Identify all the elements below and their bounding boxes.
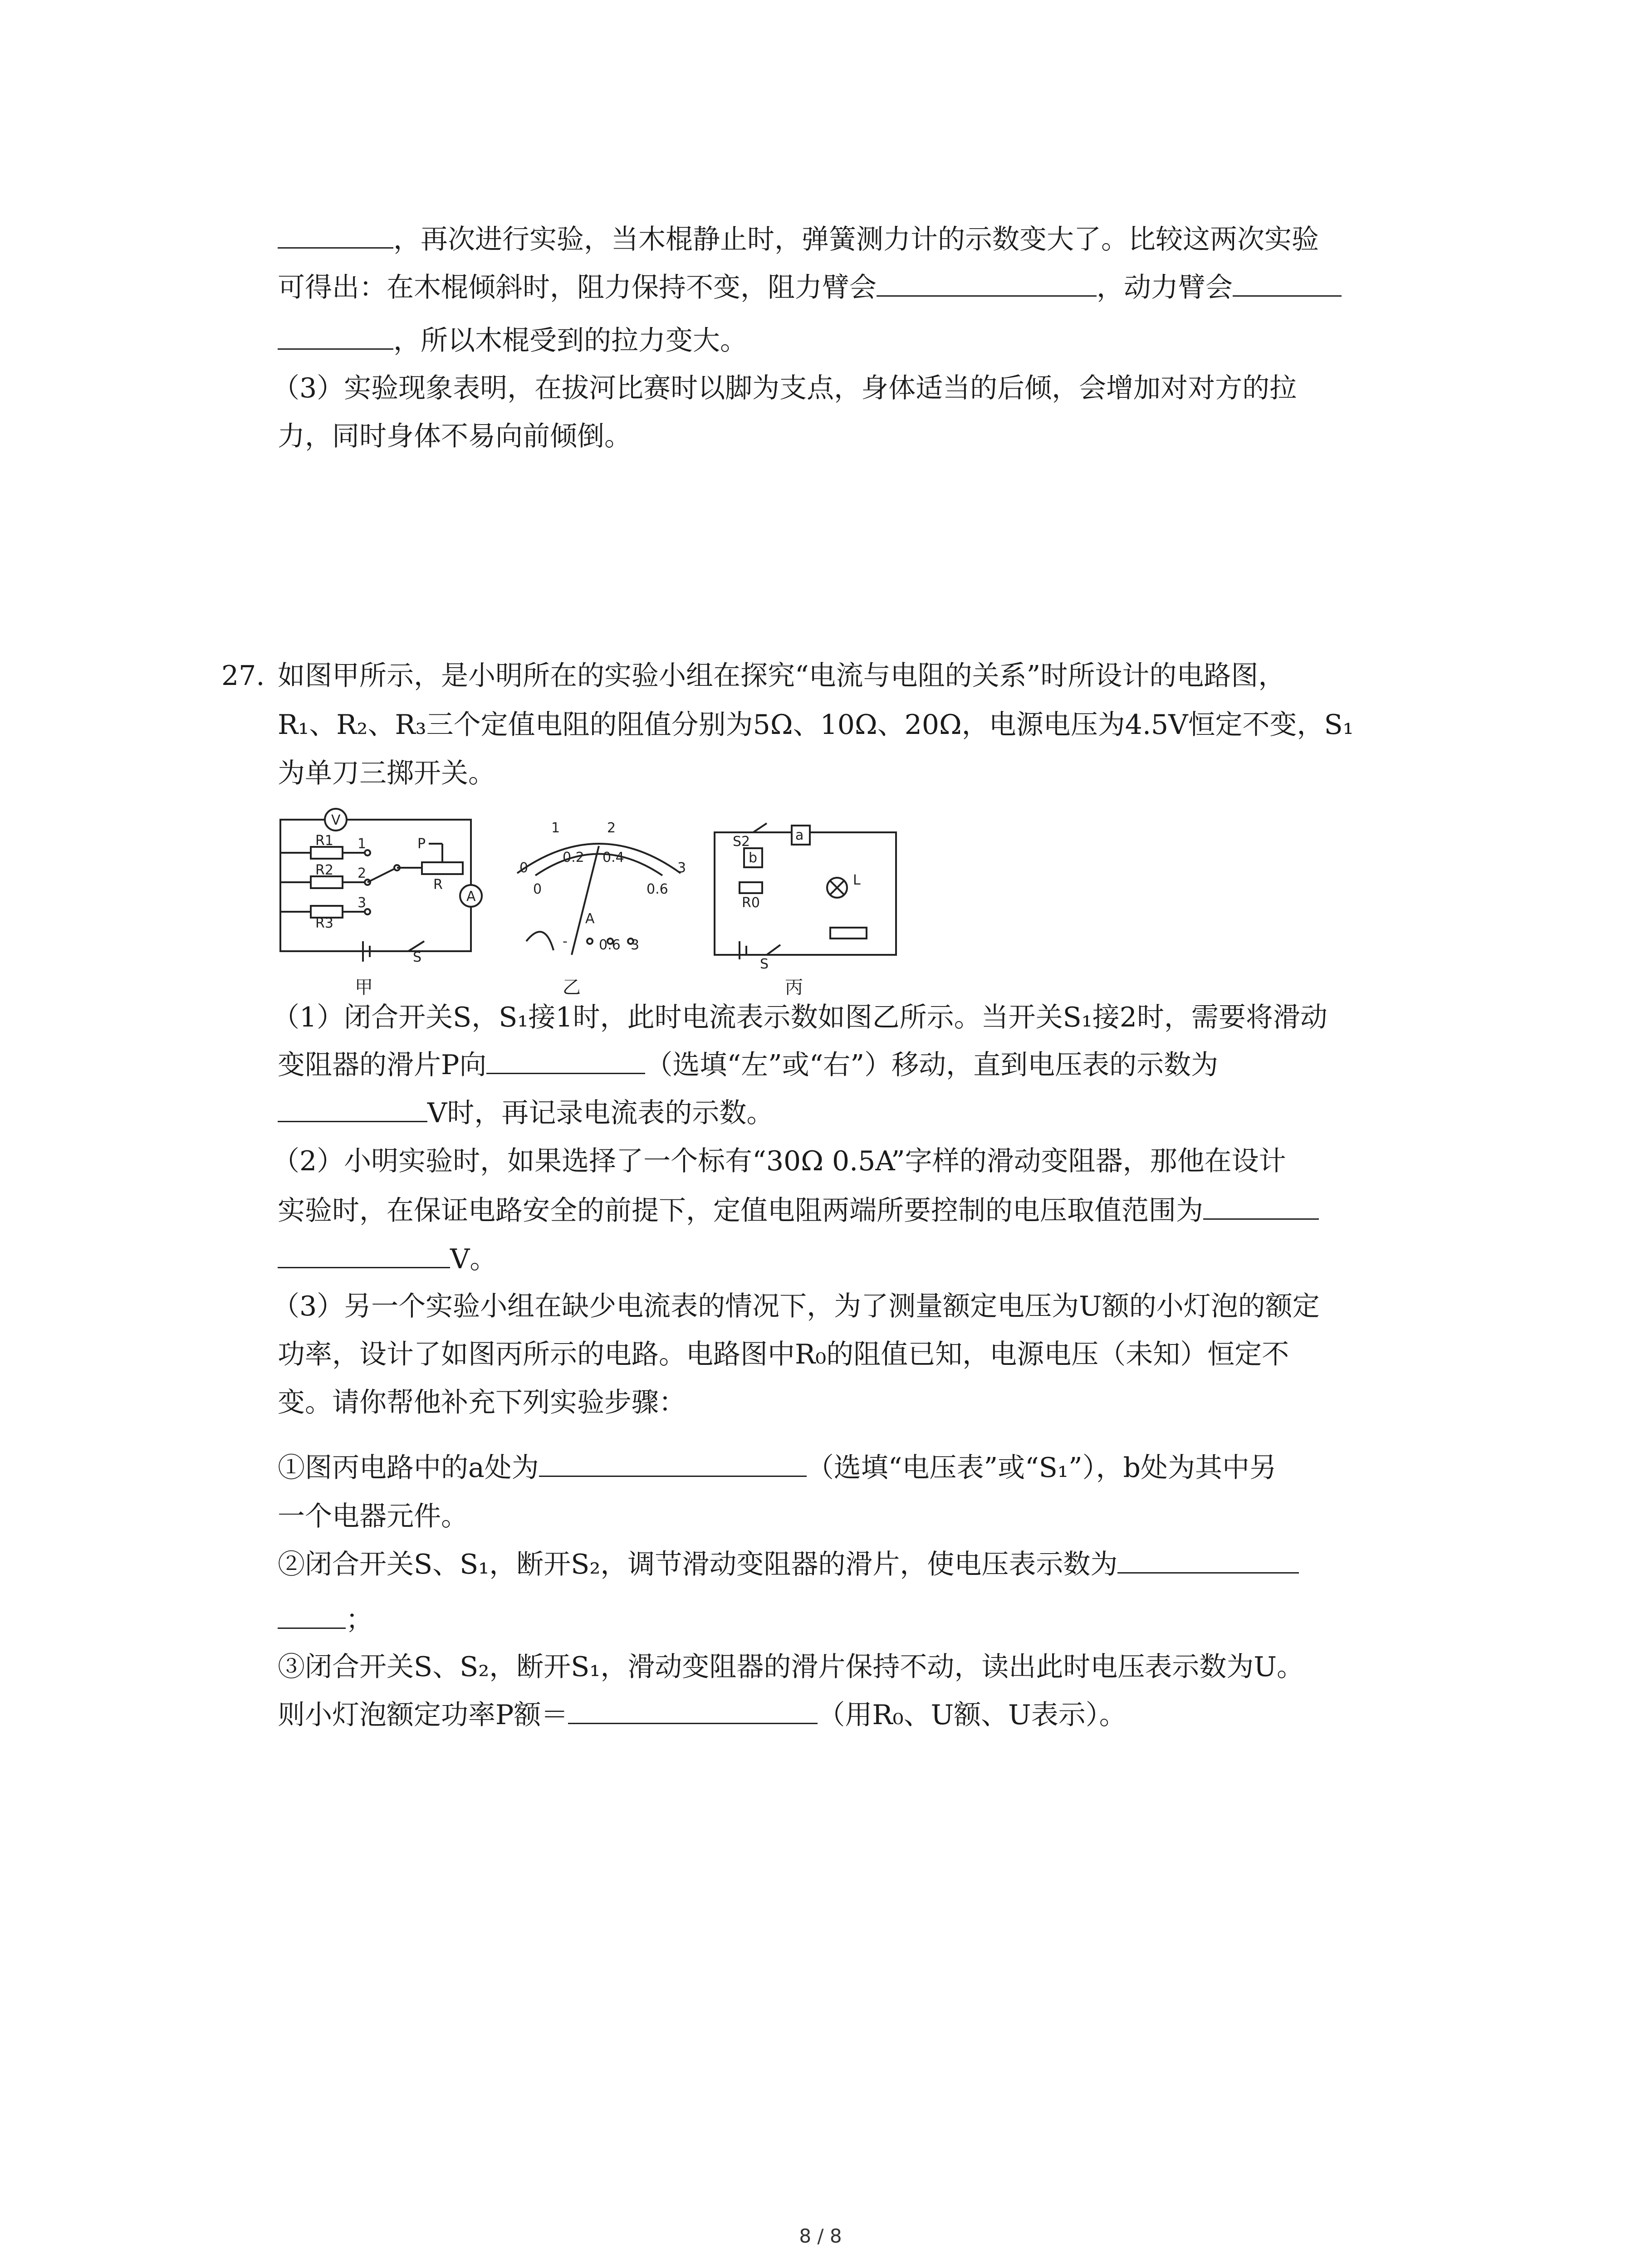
sub-question-2: 实验时，在保证电路安全的前提下，定值电阻两端所要控制的电压取值范围为 bbox=[278, 1192, 1319, 1229]
sub-question-3: （3）另一个实验小组在缺少电流表的情况下，为了测量额定电压为U额的小灯泡的额定 bbox=[272, 1290, 1320, 1322]
scale-label: 0 bbox=[533, 881, 542, 897]
answer-blank[interactable] bbox=[278, 221, 393, 249]
answer-blank[interactable] bbox=[539, 1449, 807, 1477]
step-1: ①图丙电路中的a处为 （选填“电压表”或“S₁”），b处为其中另 bbox=[278, 1449, 1277, 1486]
sub-question-2: （2）小明实验时，如果选择了一个标有“30Ω 0.5A”字样的滑动变阻器，那他在设计 bbox=[272, 1145, 1286, 1177]
scale-label: 3 bbox=[677, 860, 686, 876]
resistor-label: R0 bbox=[742, 895, 760, 911]
para-line: ，所以木棍受到的拉力变大。 bbox=[278, 322, 747, 359]
sub-question-2: V。 bbox=[278, 1241, 497, 1277]
scale-label: 2 bbox=[607, 820, 616, 836]
scale-label: 0 bbox=[519, 860, 529, 876]
page-number: 8 / 8 bbox=[799, 2225, 842, 2247]
answer-blank[interactable] bbox=[568, 1696, 818, 1724]
resistor-label: R2 bbox=[315, 862, 333, 878]
para-line: 力，同时身体不易向前倾倒。 bbox=[278, 420, 632, 452]
ammeter-label: A bbox=[466, 889, 476, 904]
switch-label: S2 bbox=[733, 834, 750, 850]
slider-label: P bbox=[417, 836, 426, 852]
sub-question-3: 功率，设计了如图丙所示的电路。电路图中R₀的阻值已知，电源电压（未知）恒定不 bbox=[278, 1339, 1289, 1370]
step-1: 一个电器元件。 bbox=[278, 1501, 468, 1532]
figure-label-bing: 丙 bbox=[785, 977, 803, 998]
box-label: a bbox=[795, 827, 804, 843]
switch-label: S bbox=[760, 956, 769, 972]
throw-label: 3 bbox=[358, 895, 367, 911]
terminal-label: 3 bbox=[631, 937, 640, 953]
sub-question-1: 变阻器的滑片P向 （选填“左”或“右”）移动，直到电压表的示数为 bbox=[278, 1046, 1218, 1083]
figure-label-yi: 乙 bbox=[563, 977, 581, 998]
resistor-label: R3 bbox=[315, 915, 333, 931]
step-2: ②闭合开关S、S₁，断开S₂，调节滑动变阻器的滑片，使电压表示数为 bbox=[278, 1546, 1299, 1583]
answer-blank[interactable] bbox=[278, 322, 393, 350]
figure-label-jia: 甲 bbox=[355, 977, 373, 998]
rheostat-label: R bbox=[433, 877, 443, 893]
para-line: （3）实验现象表明，在拔河比赛时以脚为支点，身体适当的后倾，会增加对对方的拉 bbox=[272, 372, 1297, 404]
throw-label: 1 bbox=[358, 836, 367, 852]
para-line: 可得出：在木棍倾斜时，阻力保持不变，阻力臂会 ，动力臂会 bbox=[278, 269, 1342, 306]
step-4: 则小灯泡额定功率P额＝ （用R₀、U额、U表示）。 bbox=[278, 1696, 1127, 1733]
answer-blank[interactable] bbox=[1233, 269, 1342, 297]
step-2: ； bbox=[278, 1601, 373, 1638]
switch-label: S bbox=[413, 949, 422, 965]
scale-label: 0.4 bbox=[603, 850, 624, 865]
box-label: b bbox=[749, 850, 758, 866]
scale-label: 0.2 bbox=[563, 850, 584, 865]
scale-label: 0.6 bbox=[647, 881, 668, 897]
sub-question-1: V时，再记录电流表的示数。 bbox=[278, 1095, 774, 1131]
scale-label: 1 bbox=[551, 820, 560, 836]
unit-label: A bbox=[585, 911, 595, 927]
step-3: ③闭合开关S、S₂，断开S₁，滑动变阻器的滑片保持不动，读出此时电压表示数为U。 bbox=[278, 1651, 1304, 1683]
answer-blank[interactable] bbox=[1203, 1192, 1319, 1220]
para-line: ，再次进行实验，当木棍静止时，弹簧测力计的示数变大了。比较这两次实验 bbox=[278, 221, 1319, 258]
question-number: 27. bbox=[221, 660, 265, 692]
circuit-figure bbox=[272, 805, 916, 996]
lamp-label: L bbox=[853, 872, 861, 888]
answer-blank[interactable] bbox=[278, 1601, 346, 1629]
terminal-label: 0.6 bbox=[599, 937, 621, 953]
throw-label: 2 bbox=[358, 865, 367, 881]
question-intro: 为单刀三掷开关。 bbox=[278, 758, 495, 789]
answer-blank[interactable] bbox=[877, 269, 1097, 297]
sub-question-1: （1）闭合开关S，S₁接1时，此时电流表示数如图乙所示。当开关S₁接2时，需要将滑动 bbox=[272, 1002, 1327, 1033]
voltmeter-label: V bbox=[331, 812, 341, 828]
answer-blank[interactable] bbox=[1117, 1546, 1299, 1574]
resistor-label: R1 bbox=[315, 833, 333, 849]
terminal-label: - bbox=[563, 934, 568, 949]
answer-blank[interactable] bbox=[486, 1046, 645, 1074]
sub-question-3: 变。请你帮他补充下列实验步骤： bbox=[278, 1387, 686, 1418]
question-intro: R₁、R₂、R₃三个定值电阻的阻值分别为5Ω、10Ω、20Ω，电源电压为4.5V恒定不变，S₁ bbox=[278, 709, 1354, 741]
circuit-jia bbox=[280, 809, 482, 962]
question-intro: 如图甲所示，是小明所在的实验小组在探究“电流与电阻的关系”时所设计的电路图， bbox=[278, 660, 1286, 692]
answer-blank[interactable] bbox=[278, 1095, 427, 1122]
answer-blank[interactable] bbox=[278, 1241, 450, 1268]
